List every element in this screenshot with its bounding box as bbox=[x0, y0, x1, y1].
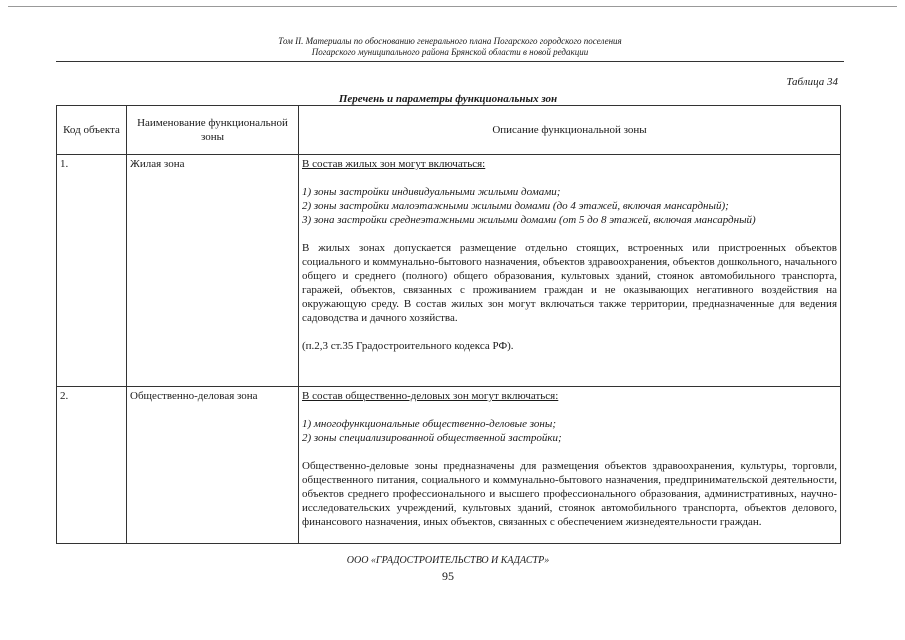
table-row bbox=[57, 387, 841, 544]
subzone-item: 3) зона застройки среднеэтажными жилыми домами (от 5 до 8 этажей, включая мансардный) bbox=[302, 214, 756, 226]
description-lead: В состав жилых зон могут включаться: bbox=[302, 158, 486, 170]
zone-description bbox=[299, 387, 841, 544]
subzone-item: 1) многофункциональные общественно-деловые зоны; bbox=[302, 418, 556, 430]
subzone-list bbox=[302, 417, 837, 445]
header-divider bbox=[56, 61, 844, 62]
column-header-code: Код объекта bbox=[57, 106, 127, 155]
footer-organization: ООО «ГРАДОСТРОИТЕЛЬСТВО И КАДАСТР» bbox=[346, 555, 550, 566]
table-row bbox=[57, 155, 841, 387]
header-line-1: Том II. Материалы по обоснованию генерального плана Погарского городского поселения bbox=[278, 36, 622, 46]
description-lead: В состав общественно-деловых зон могут включаться: bbox=[302, 390, 559, 402]
subzone-item: 2) зоны специализированной общественной застройки; bbox=[302, 432, 562, 444]
description-body: Общественно-деловые зоны предназначены для размещения объектов здравоохранения, культуры, торговли, общественного питания, социального и коммунально-бытового назначения, предпринимательской деятельности, объектов среднего профессионального и высшего профессионального образования, административных, научно-исследовательских учреждений, культовых зданий, стоянок автомобильного транспорта, объектов делового, финансового назначения, иных объектов, связанных с обеспечением жизнедеятельности граждан. bbox=[302, 460, 837, 528]
document-header bbox=[60, 36, 840, 58]
legal-reference: (п.2,3 ст.35 Градостроительного кодекса РФ). bbox=[302, 340, 514, 352]
column-header-name: Наименование функциональной зоны bbox=[127, 106, 299, 155]
zone-code: 2. bbox=[57, 387, 127, 544]
description-body: В жилых зонах допускается размещение отдельно стоящих, встроенных или пристроенных объектов социального и коммунально-бытового назначения, объектов здравоохранения, объектов дошкольного, начального общего и среднего (полного) общего образования, культовых зданий, стоянок автомобильного транспорта, гаражей, объектов, связанных с проживанием граждан и не оказывающих негативного воздействия на окружающую среду. В состав жилых зон могут включаться также территории, предназначенные для ведения садоводства и дачного хозяйства. bbox=[302, 242, 837, 324]
zone-code: 1. bbox=[57, 155, 127, 387]
zones-table bbox=[56, 105, 841, 544]
subzone-item: 1) зоны застройки индивидуальными жилыми домами; bbox=[302, 186, 561, 198]
subzone-item: 2) зоны застройки малоэтажными жилыми домами (до 4 этажей, включая мансардный); bbox=[302, 200, 729, 212]
zone-name: Общественно-деловая зона bbox=[127, 387, 299, 544]
page-number: 95 bbox=[442, 569, 454, 583]
column-header-description: Описание функциональной зоны bbox=[299, 106, 841, 155]
header-line-2: Погарского муниципального района Брянской области в новой редакции bbox=[311, 47, 589, 57]
table-title: Перечень и параметры функциональных зон bbox=[338, 93, 558, 105]
table-header-row bbox=[57, 106, 841, 155]
zone-description bbox=[299, 155, 841, 387]
scan-top-edge bbox=[8, 6, 897, 7]
table-number: Таблица 34 bbox=[786, 76, 838, 88]
zone-name: Жилая зона bbox=[127, 155, 299, 387]
subzone-list bbox=[302, 185, 837, 227]
